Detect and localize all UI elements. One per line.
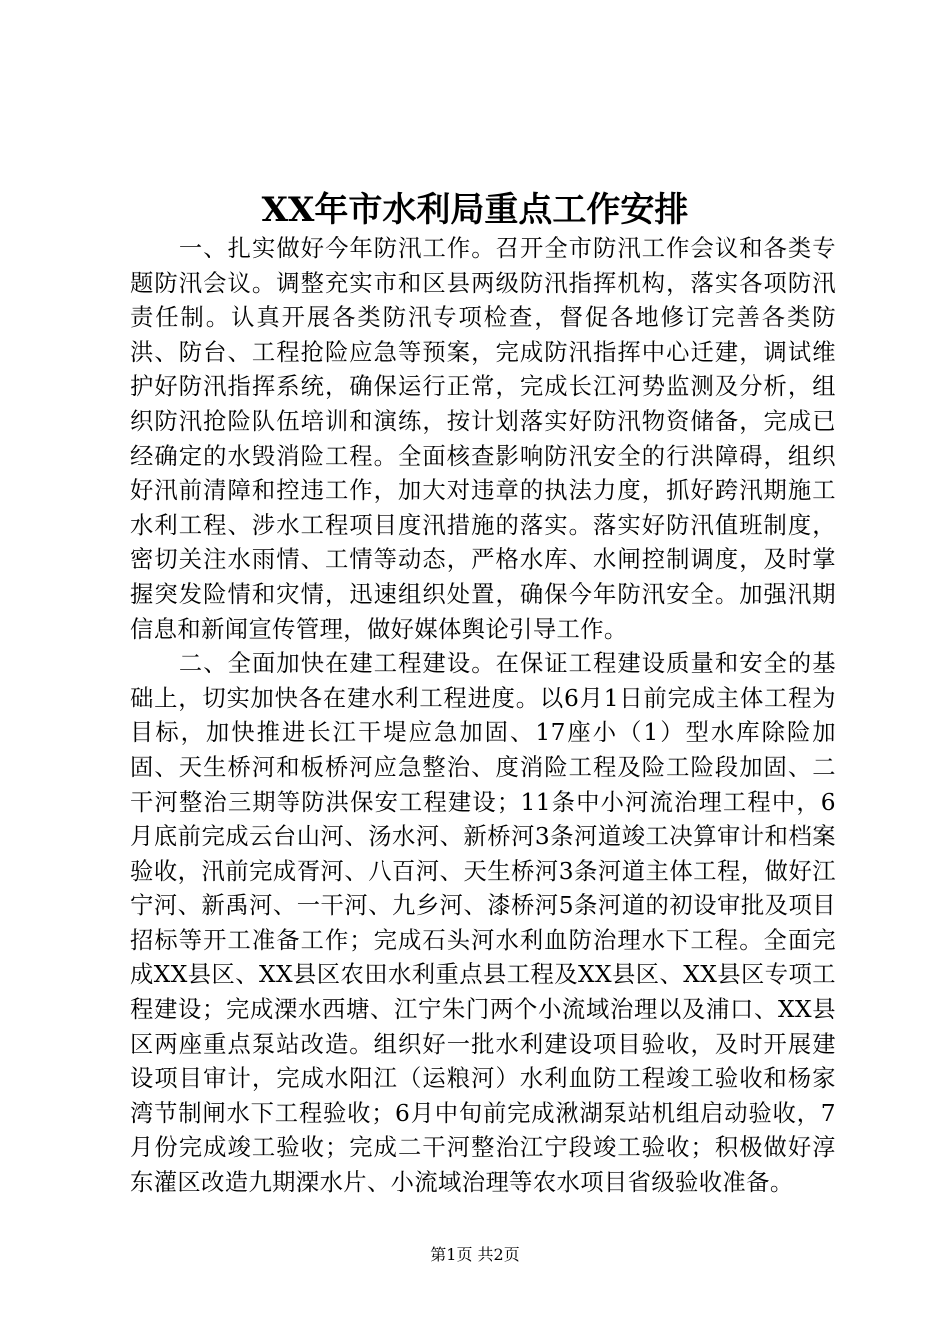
- paragraph-flood-control: 一、扎实做好今年防汛工作。召开全市防汛工作会议和各类专题防汛会议。调整充实市和区县两级防汛指挥机构，落实各项防汛责任制。认真开展各类防汛专项检查，督促各地修订完善各类防洪、防台、工程抢险应急等预案，完成防汛指挥中心迁建，调试维护好防汛指挥系统，确保运行正常，完成长江河势监测及分析，组织防汛抢险队伍培训和演练，按计划落实好防汛物资储备，完成已经确定的水毁消险工程。全面核查影响防汛安全的行洪障碍，组织好汛前清障和控违工作，加大对违章的执法力度，抓好跨汛期施工水利工程、涉水工程项目度汛措施的落实。落实好防汛值班制度，密切关注水雨情、工情等动态，严格水库、水闸控制调度，及时掌握突发险情和灾情，迅速组织处置，确保今年防汛安全。加强汛期信息和新闻宣传管理，做好媒体舆论引导工作。: [130, 235, 836, 643]
- document-title: XX年市水利局重点工作安排: [261, 190, 689, 230]
- paragraph-construction: 二、全面加快在建工程建设。在保证工程建设质量和安全的基础上，切实加快各在建水利工程进度。以6月1日前完成主体工程为目标，加快推进长江干堤应急加固、17座小（1）型水库除险加固、天生桥河和板桥河应急整治、度消险工程及险工险段加固、二干河整治三期等防洪保安工程建设；11条中小河流治理工程中，6月底前完成云台山河、汤水河、新桥河3条河道竣工决算审计和档案验收，汛前完成胥河、八百河、天生桥河3条河道主体工程，做好江宁河、新禹河、一干河、九乡河、漆桥河5条河道的初设审批及项目招标等开工准备工作；完成石头河水利血防治理水下工程。全面完成XX县区、XX县区农田水利重点县工程及XX县区、XX县区专项工程建设；完成溧水西塘、江宁朱门两个小流域治理以及浦口、XX县区两座重点泵站改造。组织好一批水利建设项目验收，及时开展建设项目审计，完成水阳江（运粮河）水利血防工程竣工验收和杨家湾节制闸水下工程验收；6月中旬前完成湫湖泵站机组启动验收，7月份完成竣工验收；完成二干河整治江宁段竣工验收；积极做好淳东灌区改造九期溧水片、小流域治理等农水项目省级验收准备。: [130, 650, 836, 1197]
- page-footer: 第1页 共2页: [430, 1245, 520, 1264]
- document-body: [130, 232, 836, 1201]
